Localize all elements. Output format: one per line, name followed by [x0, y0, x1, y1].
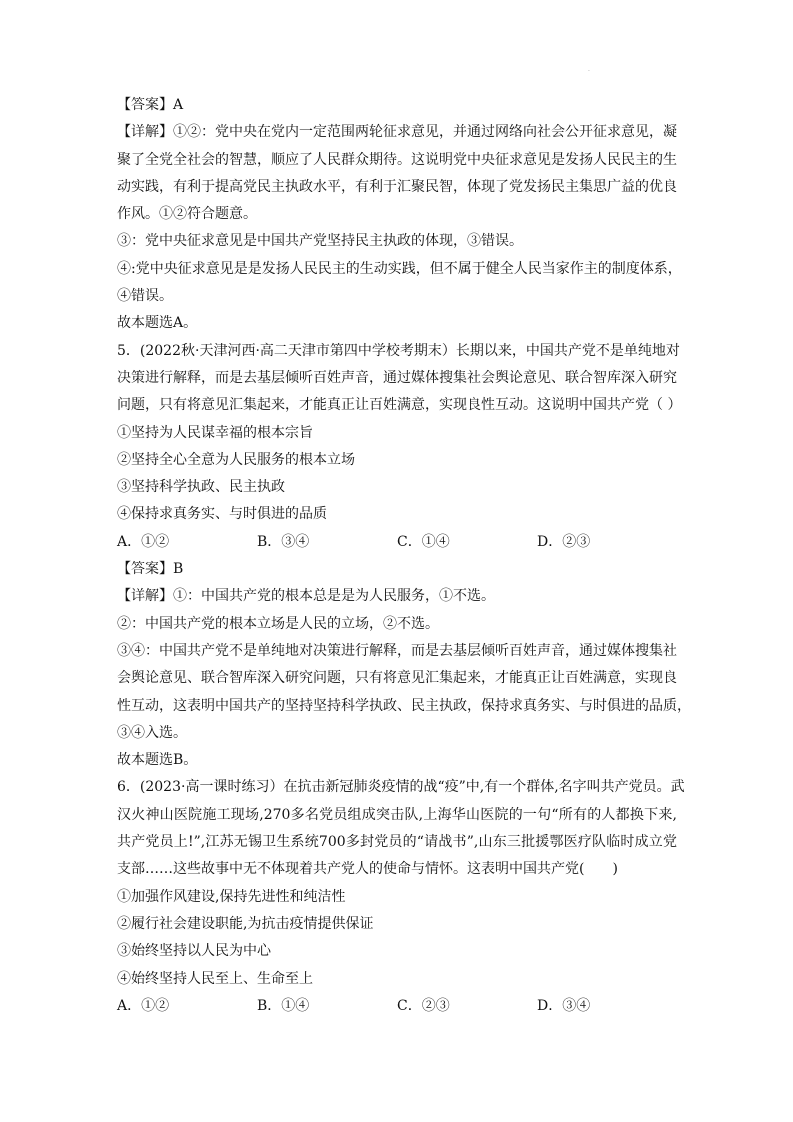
q5-explain-line: 【详解】①：中国共产党的根本总是是为人民服务，①不选。 [117, 588, 495, 605]
q4-explain-line: ④:党中央征求意见是是发扬人民民主的生动实践，但不属于健全人民当家作主的制度体系， [117, 260, 682, 277]
q5-stem-line: 5．(2022秋·天津河西·高二天津市第四中学校考期末）长期以来，中国共产党不是单纯地对 [117, 342, 680, 359]
q5-item: ①坚持为人民谋幸福的根本宗旨 [117, 424, 313, 441]
q6-option-d: D．③④ [537, 997, 591, 1014]
q5-explain-line: 会舆论意见、联合智库深入研究问题，只有将意见汇集起来，才能真正让百姓满意，实现良 [117, 670, 677, 687]
q4-explain-line: 动实践，有利于提高党民主执政水平，有利于汇聚民智，体现了党发扬民主集思广益的优良 [117, 178, 677, 195]
q6-item: ②履行社会建设职能,为抗击疫情提供保证 [117, 915, 374, 932]
q5-item: ②坚持全心全意为人民服务的根本立场 [117, 451, 355, 468]
q5-option-d: D．②③ [537, 533, 591, 550]
q6-item: ③始终坚持以人民为中心 [117, 943, 271, 960]
q5-explain-line: ③④入选。 [117, 724, 187, 741]
q4-explain-line: 聚了全党全社会的智慧，顺应了人民群众期待。这说明党中央征求意见是发扬人民民主的生 [117, 151, 677, 168]
q5-stem-line: 问题，只有将意见汇集起来，才能真正让百姓满意，实现良性互动。这说明中国共产党（ ） [117, 397, 682, 414]
q4-explain-line: 【详解】①②：党中央在党内一定范围两轮征求意见，并通过网络向社会公开征求意见，凝 [117, 124, 677, 141]
header-mark: · [588, 68, 590, 75]
q4-explain-line: ④错误。 [117, 288, 173, 305]
q4-explain-line: ③：党中央征求意见是中国共产党坚持民主执政的体现，③错误。 [117, 233, 523, 250]
q5-explain-line: ②：中国共产党的根本立场是人民的立场，②不选。 [117, 615, 439, 632]
q4-conclusion: 故本题选A。 [117, 315, 198, 332]
q5-option-b: B．③④ [257, 533, 310, 550]
q5-item: ④保持求真务实、与时俱进的品质 [117, 506, 327, 523]
q5-stem-line: 决策进行解释，而是去基层倾听百姓声音，通过媒体搜集社会舆论意见、联合智库深入研究 [117, 369, 677, 386]
q5-option-c: C．①④ [397, 533, 450, 550]
q4-answer: 【答案】A [117, 97, 184, 113]
q5-conclusion: 故本题选B。 [117, 752, 198, 769]
q5-explain-line: 性互动，这表明中国共产的坚持坚持科学执政、民主执政，保持求真务实、与时俱进的品质， [117, 697, 691, 714]
q6-options [117, 993, 677, 1020]
q6-item: ①加强作风建设,保持先进性和纯洁性 [117, 888, 346, 905]
q4-explain-line: 作风。①②符合题意。 [117, 206, 257, 223]
page-content [117, 92, 691, 1020]
q6-stem-line: 共产党员上!”,江苏无锡卫生系统700多封党员的“请战书”,山东三批援鄂医疗队临时成立党 [117, 834, 677, 851]
q6-option-c: C．②③ [397, 997, 450, 1014]
q6-stem-line: 支部……这些故事中无不体现着共产党人的使命与情怀。这表明中国共产党( ) [117, 861, 618, 878]
q5-item: ③坚持科学执政、民主执政 [117, 479, 285, 496]
q5-explain-line: ③④：中国共产党不是单纯地对决策进行解释，而是去基层倾听百姓声音，通过媒体搜集社 [117, 642, 677, 659]
q6-item: ④始终坚持人民至上、生命至上 [117, 970, 313, 987]
q6-option-b: B．①④ [257, 997, 310, 1014]
q5-options [117, 529, 677, 556]
q6-stem-line: 6．(2023·高一课时练习）在抗击新冠肺炎疫情的战“疫”中,有一个群体,名字叫共产党员。武 [117, 779, 685, 796]
q5-option-a: A．①② [117, 533, 170, 550]
q6-stem-line: 汉火神山医院施工现场,270多名党员组成突击队,上海华山医院的一句“所有的人都换下来, [117, 806, 677, 823]
q5-answer: 【答案】B [117, 561, 184, 578]
q6-option-a: A．①② [117, 997, 170, 1014]
